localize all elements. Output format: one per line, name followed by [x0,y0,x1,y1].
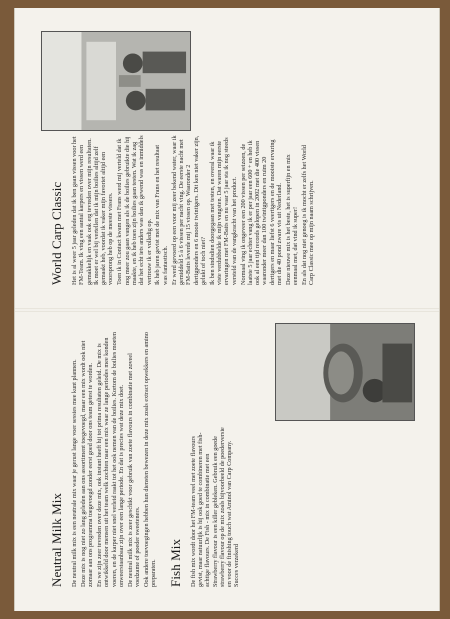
right-page [15,8,439,309]
paragraph: Normaal ving ik ongeveer een 200 vissen per seizoen, de laatste 5 jaar echter vang ik er per jaar een 600 + en heb ik ook al een tijd records gelopen in 2002 met die 400 vissen waaronder meer dan 100 twintigponders en ruim 20 dertigers en maar liefst 6 veertigers en de mooiste ervaring met die 40 pond zware vis uit Nederland. [239,139,283,285]
paragraph: Ik ben sindsdien doorgegaan met testen, en overal waar ik viste verdubbelde ik mijn vangsten. Dat waren mijn eerste ervaringen met FM-Baits en nu vaar 5 jaar sta ik nog steeds versteld van de vangkracht van het product. [208,137,238,285]
left-page [15,310,439,611]
paragraph: Deze mix is nog niet zo lang geleden aan ons assortiment toegevoegd, maar een mix wordt ook niet zomaar aan ons programma toegevoegd zonder eerst goed door ons team getest te worden. [79,340,95,587]
paragraph: De neutral milk mix is een neutrale mix waar je gerust lange voer sessies mee kunt plannen. [71,359,78,587]
neutral-milk-mix-body [71,332,158,587]
world-carp-classic-title: World Carp Classic [49,181,64,285]
paragraph: Toen ik in Contact kwam met Frans werd mij verteld dat ik nog meer zou gaan vangen als ik de boilies gebruikte die hij maakte, en ik heb toen zijn boilies gaan testen. Wat ik zag dat het echt iets anders was dan ik gewend was en inmiddels vertrouw ik er volledig op. [116,135,153,285]
scanned-document-sheet [14,8,440,611]
trophy-ceremony-photo [41,31,191,131]
angler-with-carp-photo [275,323,415,421]
paragraph: En als dat nog niet genoeg is ik mocht er zelfs het World Carp Classic mee op mijn naam schrijven. [301,145,316,285]
paragraph: De neutral milk mix is zeer geschikt voor gebruik van zoete flavours in combinatie met zoveel voedzame of poeder sweeteners. [126,353,142,587]
paragraph: De fish mix wordt door het FM-team veel met zoete flavours gevist, maar natuurlijk is hij ook goed te combineren met fish-achtige flavours. De Fish - mix in combinatie met een Strawberry flavour is een killer gebleken. Gebruik een goede strawberry flavour op de mix zoals bijvoorbeeld de poederversie en voor de finishing touch wat Aminol van Carp Company. Succes verzekerd [189,427,241,587]
paragraph: Het is al weer 5 jaar geleden dat ik ben gaan vissen voor het FM-Team. Ik ving een aantal karpers en vissen werd een gemakkelijk en vaak ook erg tevreden over mijn resultaten. Ik moet er wel bij vertellen dat ik mijn boilies altijd zelf gemaakt heb, voordat ik vaker mijn favoriet altijd een voorsprong heb op de meeste vissers. [71,136,115,285]
fish-mix-title: Fish Mix [167,538,183,587]
paragraph: En we zijn zeer tevreden over deze mix, ook instant heeft hij tot prima resultaten geleid. De mix is ontwikkeld door mensen uit het team welk zochten naar een mix waar ze lange periodes mee konden voeren, en de karper niet snel verleid raakt tot het ook nemen van de boilies. Kortom de boilies moeten onweerstaanbaar zijn over een lange periode. En dat is precies wat deze mix doet. [96,332,125,587]
paragraph: Er werd gevoerd op een voor mij zeer bekend water, waar ik gemiddeld 5 à 6 vissen per nacht ving. De eerste nacht met FM-Baits leverde mij 15 vissen op. Waaronder 2 dertigponders en 6 mooie twintigers. Dit ken niet vaker zijn, gelukt of toch niet? [170,135,207,285]
world-carp-classic-body [71,135,316,285]
fish-mix-body [190,427,241,587]
paragraph: Deze nieuwe mix is het beste, het is superfijn en mix eenmaal met, dat vind ik super! [284,154,300,285]
neutral-milk-mix-title: Neutral Milk Mix [49,492,64,587]
paragraph: Ik heb jaren gevist met de mix van Frans en het resultaat was fantastisch. [154,144,169,285]
rotated-spread [15,8,439,611]
paragraph: Ook andere toevoegingen hebben hun diensten bewezen in deze mix zoals extract opwekkers en amino preparaten. [143,332,158,587]
